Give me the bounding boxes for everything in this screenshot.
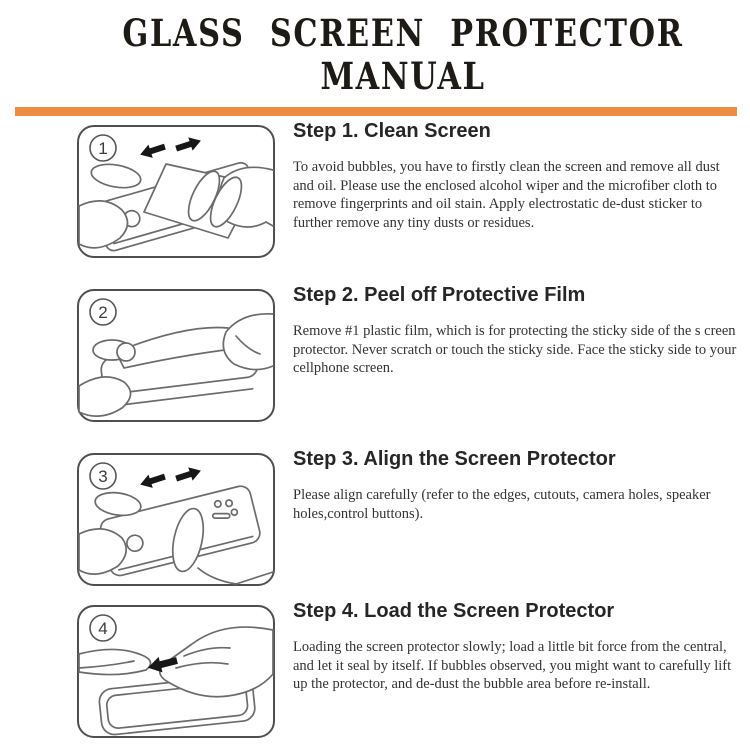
step-text-1	[293, 119, 741, 232]
step-row-3	[0, 448, 750, 587]
page-title-line1: GLASS SCREEN PROTECTOR	[122, 11, 684, 55]
step-row-1	[0, 120, 750, 259]
camera-hole-2	[225, 499, 233, 507]
hands-wiping-phone-icon	[76, 124, 276, 259]
step-text-4	[293, 599, 741, 694]
peel-film-icon	[76, 288, 276, 423]
illustration-box-step2	[76, 288, 276, 423]
step-heading: Step 2. Peel off Protective Film	[293, 284, 586, 306]
step-body: Remove #1 plastic film, which is for protecting the sticky side of the s creen protector. Never scratch or touch the sticky side. Face the sticky side to your cellphone screen.	[293, 323, 737, 376]
step-row-2	[0, 284, 750, 423]
align-protector-icon	[76, 452, 276, 587]
illustration-box-step1	[76, 124, 276, 259]
page-title	[28, 12, 750, 98]
illustration-box-step3	[76, 452, 276, 587]
steps-list	[0, 120, 750, 739]
page-title-line2: MANUAL	[320, 54, 486, 98]
step-row-4	[0, 600, 750, 739]
step-text-3	[293, 447, 741, 523]
left-thumb-tip	[117, 343, 135, 361]
press-protector-icon	[76, 604, 276, 739]
step-heading: Step 3. Align the Screen Protector	[293, 448, 616, 470]
orange-divider	[15, 107, 737, 116]
step-number-badge: 3	[98, 467, 108, 486]
step-body: Loading the screen protector slowly; load a little bit force from the central, and let it seal by itself. If bubbles observed, you might want to carefully lift up the protector, and de-dust the bubble area before re-install.	[293, 639, 732, 692]
step-body: To avoid bubbles, you have to firstly clean the screen and remove all dust and oil. Please use the enclosed alcohol wiper and the microfiber cloth to remove fingerprints and oil stain. Apply electrostatic de-dust sticker to further remove any tiny dusts or residues.	[293, 159, 720, 231]
illustration-box-step4	[76, 604, 276, 739]
camera-hole-3	[231, 509, 238, 516]
step-heading: Step 4. Load the Screen Protector	[293, 600, 615, 622]
step-body: Please align carefully (refer to the edges, cutouts, camera holes, speaker holes,control buttons).	[293, 487, 711, 522]
speaker-slot	[213, 514, 230, 519]
camera-hole-1	[214, 500, 222, 508]
step-number-badge: 2	[98, 303, 108, 322]
header	[28, 0, 750, 98]
step-heading: Step 1. Clean Screen	[293, 120, 491, 142]
step-number-badge: 4	[98, 619, 108, 638]
step-number-badge: 1	[98, 139, 108, 158]
step-text-2	[293, 283, 741, 378]
